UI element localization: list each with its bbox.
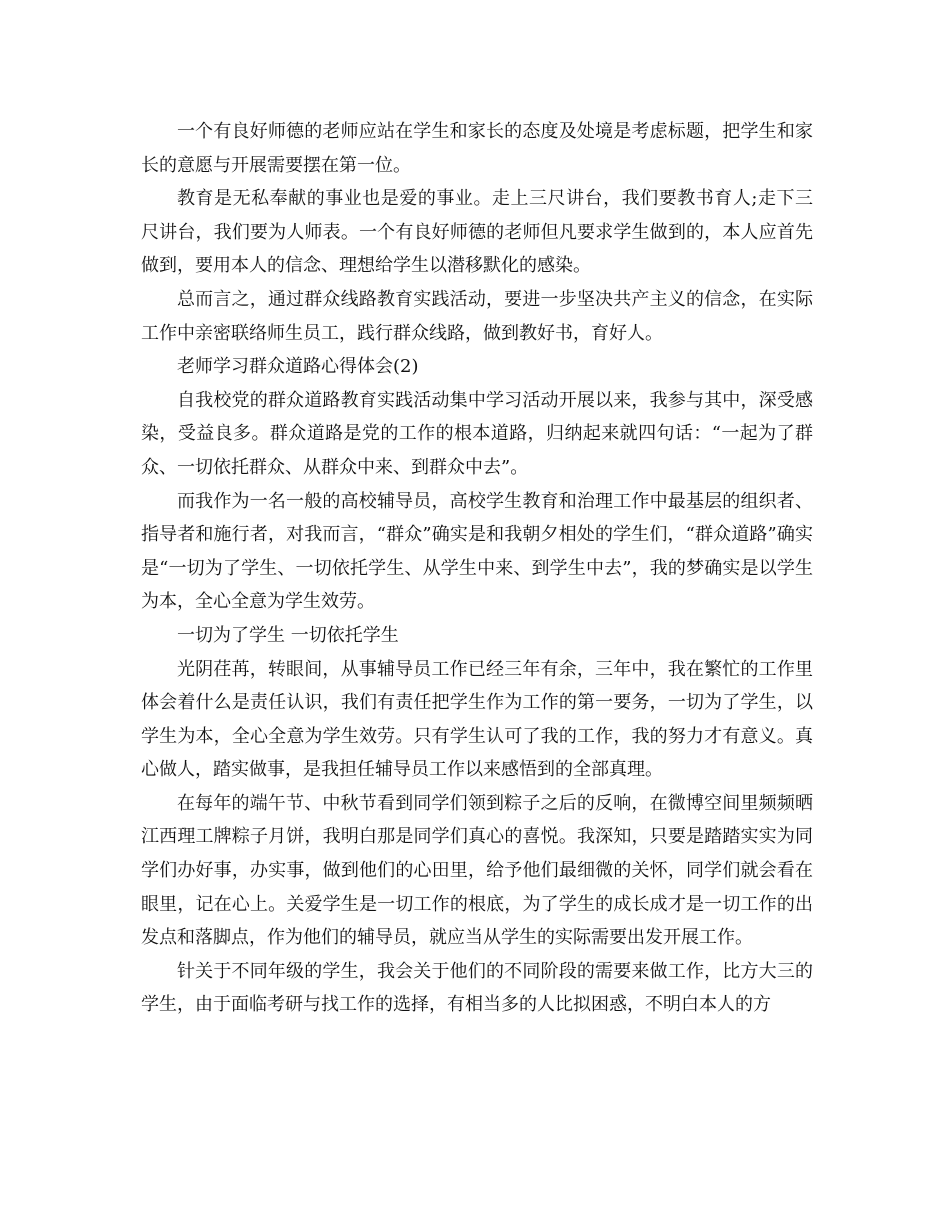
paragraph: 一个有良好师德的老师应站在学生和家长的态度及处境是考虑标题，把学生和家长的意愿与开展需要摆在第一位。 — [141, 121, 813, 176]
paragraph: 光阴荏苒，转眼间，从事辅导员工作已经三年有余，三年中，我在繁忙的工作里体会着什么是责任认识，我们有责任把学生作为工作的第一要务，一切为了学生，以学生为本，全心全意为学生效劳。只有学生认可了我的工作，我的努力才有意义。真心做人，踏实做事，是我担任辅导员工作以来感悟到的全部真理。 — [141, 658, 813, 781]
document-body — [141, 115, 813, 1022]
paragraph: 教育是无私奉献的事业也是爱的事业。走上三尺讲台，我们要教书育人;走下三尺讲台，我们要为人师表。一个有良好师德的老师但凡要求学生做到的，本人应首先做到，要用本人的信念、理想给学生以潜移默化的感染。 — [141, 188, 813, 277]
section-heading: 老师学习群众道路心得体会(2) — [177, 356, 419, 378]
paragraph: 总而言之，通过群众线路教育实践活动，要进一步坚决共产主义的信念，在实际工作中亲密联络师生员工，践行群众线路，做到教好书，育好人。 — [141, 288, 813, 344]
paragraph: 而我作为一名一般的高校辅导员，高校学生教育和治理工作中最基层的组织者、指导者和施行者，对我而言，“群众”确实是和我朝夕相处的学生们，“群众道路”确实是“一切为了学生、一切依托学生、从学生中来、到学生中去”，我的梦确实是以学生为本，全心全意为学生效劳。 — [141, 490, 813, 613]
subsection-heading: 一切为了学生 一切依托学生 — [177, 624, 399, 646]
paragraph: 自我校党的群众道路教育实践活动集中学习活动开展以来，我参与其中，深受感染，受益良多。群众道路是党的工作的根本道路，归纳起来就四句话：“一起为了群众、一切依托群众、从群众中来、到群众中去”。 — [141, 389, 813, 478]
paragraph: 针关于不同年级的学生，我会关于他们的不同阶段的需要来做工作，比方大三的学生，由于面临考研与找工作的选择，有相当多的人比拟困惑，不明白本人的方 — [141, 960, 813, 1016]
paragraph: 在每年的端午节、中秋节看到同学们领到粽子之后的反响，在微博空间里频频晒江西理工牌粽子月饼，我明白那是同学们真心的喜悦。我深知，只要是踏踏实实为同学们办好事，办实事，做到他们的心田里，给予他们最细微的关怀，同学们就会看在眼里，记在心上。关爱学生是一切工作的根底，为了学生的成长成才是一切工作的出发点和落脚点，作为他们的辅导员，就应当从学生的实际需要出发开展工作。 — [141, 792, 813, 949]
